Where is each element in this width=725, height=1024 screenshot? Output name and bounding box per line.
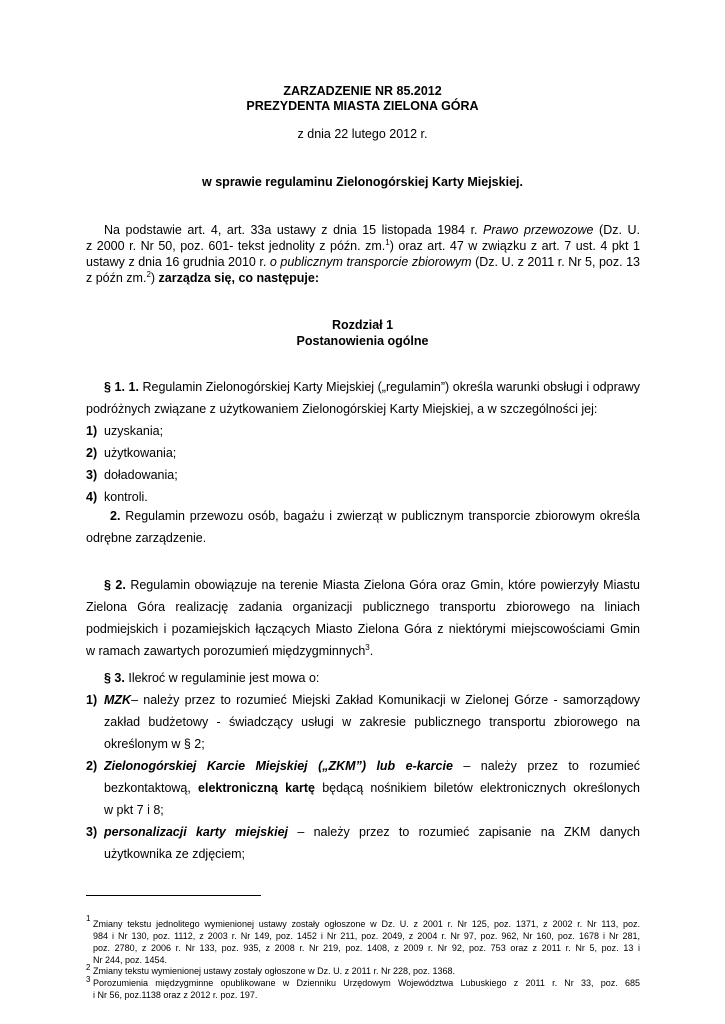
footnote-1-line-2: 984 i Nr 130, poz. 1112, z 2003 r. Nr 149, poz. 1452 i Nr 211, poz. 2049, z 2004 r. Nr 97, poz. 962, Nr 160, poz. 1678 i Nr 281,	[93, 931, 640, 941]
section-1-para-2-line-1: 2. Regulamin przewozu osób, bagażu i zwierząt w publicznym transporcie zbiorowym określa	[110, 509, 640, 523]
definition-zkm-line-3: w pkt 7 i 8;	[104, 803, 164, 817]
footnote-marker-3: 3	[86, 975, 91, 984]
list-item: uzyskania;	[104, 424, 164, 438]
footnote-marker-1: 1	[86, 914, 91, 923]
list-item: doładowania;	[104, 468, 178, 482]
list-number: 3)	[86, 468, 98, 482]
definition-mzk-line-3: określonym w § 2;	[104, 737, 205, 751]
list-number: 4)	[86, 490, 98, 504]
preamble-line-2: z 2000 r. Nr 50, poz. 601- tekst jednolity z późn. zm.$^1$) oraz art. 47 w związku z art. 7 ust. 4 pkt 1	[86, 239, 640, 253]
chapter-title: Rozdział 1	[331, 318, 394, 332]
section-2-line-1: § 2. Regulamin obowiązuje na terenie Miasta Zielona Góra oraz Gmin, które powierzyły Miastu	[104, 578, 640, 592]
definition-personalization-line-2: użytkownika ze zdjęciem;	[104, 847, 246, 861]
section-1-para-2-line-2: odrębne zarządzenie.	[86, 531, 207, 545]
footnote-ref-3: 3	[365, 642, 370, 652]
document-date: z dnia 22 lutego 2012 r.	[297, 127, 428, 141]
footnote-1-line-3: poz. 2780, z 2006 r. Nr 133, poz. 935, z 2008 r. Nr 219, poz. 1408, z 2009 r. Nr 92, poz. 753 oraz z 2011 r. Nr 5, poz. 13 i	[93, 943, 640, 953]
section-2-line-4: w ramach zawartych porozumień międzygminnych$^3$.	[86, 642, 374, 658]
preamble-line-4: z późn zm.$^2$) zarządza się, co następuje:	[86, 269, 320, 285]
document-issuer: PREZYDENTA MIASTA ZIELONA GÓRA	[246, 99, 479, 113]
definition-term: personalizacji karty miejskiej	[104, 825, 288, 839]
footnote-1-line-4: Nr 244, poz. 1454.	[93, 955, 168, 965]
definition-zkm-line-2: bezkontaktową, elektroniczną kartę będącą nośnikiem biletów elektronicznych określonych	[104, 781, 640, 795]
footnote-3-line-2: i Nr 56, poz.1138 oraz z 2012 r. poz. 197.	[93, 990, 258, 1000]
section-2-line-3: podmiejskich i pozamiejskich łączących Miasto Zielona Góra z niektórymi miejscowościami Gmin	[86, 622, 640, 636]
preamble-line-3: ustawy z dnia 16 grudnia 2010 r. o publicznym transporcie zbiorowym (Dz. U. z 2011 r. Nr 5, poz. 13	[86, 255, 640, 269]
document-subject: w sprawie regulaminu Zielonogórskiej Karty Miejskiej.	[202, 175, 523, 189]
footnote-ref-1: 1	[385, 239, 390, 247]
preamble-line-1: Na podstawie art. 4, art. 33a ustawy z dnia 15 listopada 1984 r. Prawo przewozowe (Dz. U.	[104, 223, 640, 237]
footnote-2-line-1: Zmiany tekstu wymienionej ustawy zostały ogłoszone w Dz. U. z 2011 r. Nr 228, poz. 1368.	[93, 966, 455, 976]
definition-term: Zielonogórskiej Karcie Miejskiej („ZKM”) lub e-karcie	[104, 759, 453, 773]
footnote-3-line-1: Porozumienia międzygminne opublikowane w Dzienniku Urzędowym Województwa Lubuskiego z 2011 r. Nr 33, poz. 685	[93, 978, 640, 988]
definition-zkm-line-1: Zielonogórskiej Karcie Miejskiej („ZKM”) lub e-karcie – należy przez to rozumieć	[104, 759, 640, 773]
definition-mzk-line-1: MZK– należy przez to rozumieć Miejski Zakład Komunikacji w Zielonej Górze - samorządowy	[104, 693, 640, 707]
list-item: użytkowania;	[104, 446, 177, 460]
footnote-separator	[86, 895, 261, 896]
footnote-ref-2: 2	[146, 269, 151, 279]
list-item: kontroli.	[104, 490, 148, 504]
definition-personalization-line-1: personalizacji karty miejskiej – należy przez to rozumieć zapisanie na ZKM danych	[104, 825, 640, 839]
list-number: 1)	[86, 424, 98, 438]
section-2-line-2: Zielona Góra realizację zadania organizacji publicznego transportu zbiorowego na liniach	[86, 600, 640, 614]
document-title: ZARZADZENIE NR 85.2012	[283, 84, 442, 98]
list-number: 2)	[86, 759, 98, 773]
chapter-subtitle: Postanowienia ogólne	[296, 334, 429, 348]
section-3-intro: § 3. Ilekroć w regulaminie jest mowa o:	[104, 671, 320, 685]
footnote-marker-2: 2	[86, 963, 91, 972]
list-number: 2)	[86, 446, 98, 460]
section-1-line-1: § 1. 1. Regulamin Zielonogórskiej Karty Miejskiej („regulamin”) określa warunki obsługi i odprawy	[104, 380, 640, 394]
definition-mzk-line-2: zakład budżetowy - świadczący usługi w zakresie publicznego transportu zbiorowego na	[104, 715, 640, 729]
footnote-1-line-1: Zmiany tekstu jednolitego wymienionej ustawy zostały ogłoszone w Dz. U. z 2001 r. Nr 125, poz. 1371, z 2002 r. Nr 113, poz.	[93, 919, 640, 929]
list-number: 1)	[86, 693, 98, 707]
definition-term: MZK	[104, 693, 132, 707]
section-1-line-2: podróżnych związane z użytkowaniem Zielonogórskiej Karty Miejskiej, a w szczególności jej:	[86, 402, 598, 416]
list-number: 3)	[86, 825, 98, 839]
